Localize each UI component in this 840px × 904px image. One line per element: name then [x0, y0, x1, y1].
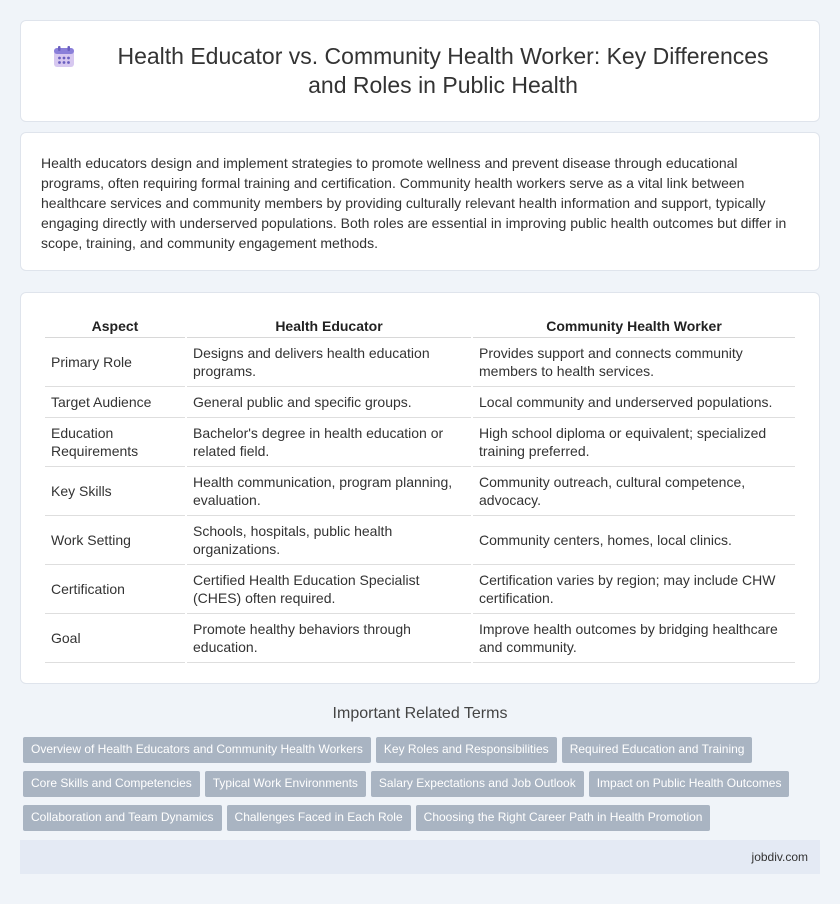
intro-paragraph: Health educators design and implement strategies to promote wellness and prevent disease through educational programs, often requiring formal training and certification. Community health workers serve as a vital link between healthcare services and community members by providing culturally relevant health information and support, typically engaging directly with underserved populations. Both roles are essential in improving public health outcomes but differ in scope, training, and community engagement methods. — [41, 155, 787, 251]
table-row — [45, 387, 795, 418]
related-term-tag[interactable]: Key Roles and Responsibilities — [376, 737, 557, 763]
table-cell-health-educator: General public and specific groups. — [187, 387, 471, 418]
calendar-icon — [51, 44, 77, 70]
related-term-tag[interactable]: Impact on Public Health Outcomes — [589, 771, 790, 797]
table-cell-community-health-worker: Improve health outcomes by bridging healthcare and community. — [473, 614, 795, 663]
intro-card — [20, 132, 820, 271]
related-term-tag[interactable]: Overview of Health Educators and Community Health Workers — [23, 737, 371, 763]
footer — [20, 840, 820, 874]
table-cell-aspect: Primary Role — [45, 338, 185, 387]
table-cell-health-educator: Schools, hospitals, public health organizations. — [187, 516, 471, 565]
table-cell-health-educator: Bachelor's degree in health education or related field. — [187, 418, 471, 467]
related-term-tag[interactable]: Typical Work Environments — [205, 771, 366, 797]
related-terms-title: Important Related Terms — [332, 705, 508, 722]
table-row — [45, 418, 795, 467]
table-cell-aspect: Goal — [45, 614, 185, 663]
related-term-tag[interactable]: Core Skills and Competencies — [23, 771, 200, 797]
table-cell-health-educator: Designs and delivers health education programs. — [187, 338, 471, 387]
table-row — [45, 516, 795, 565]
table-cell-health-educator: Certified Health Education Specialist (CHES) often required. — [187, 565, 471, 614]
page-title: Health Educator vs. Community Health Worker: Key Differences and Roles in Public Health — [117, 43, 769, 98]
table-cell-community-health-worker: Certification varies by region; may include CHW certification. — [473, 565, 795, 614]
related-term-tag[interactable]: Salary Expectations and Job Outlook — [371, 771, 584, 797]
table-header-row — [45, 315, 795, 338]
table-cell-aspect: Key Skills — [45, 467, 185, 516]
table-cell-aspect: Certification — [45, 565, 185, 614]
title-wrap — [21, 21, 819, 121]
related-term-tag[interactable]: Required Education and Training — [562, 737, 753, 763]
table-row — [45, 614, 795, 663]
table-cell-health-educator: Promote healthy behaviors through education. — [187, 614, 471, 663]
column-header-health-educator: Health Educator — [187, 315, 471, 338]
table-row — [45, 565, 795, 614]
column-header-aspect: Aspect — [45, 315, 185, 338]
table-cell-aspect: Work Setting — [45, 516, 185, 565]
comparison-table-card — [20, 292, 820, 684]
table-cell-community-health-worker: Provides support and connects community members to health services. — [473, 338, 795, 387]
table-cell-community-health-worker: Community centers, homes, local clinics. — [473, 516, 795, 565]
table-cell-aspect: Education Requirements — [45, 418, 185, 467]
related-term-tag[interactable]: Collaboration and Team Dynamics — [23, 805, 222, 831]
related-terms-tags — [23, 737, 823, 839]
comparison-table — [43, 315, 797, 663]
table-cell-aspect: Target Audience — [45, 387, 185, 418]
title-card — [20, 20, 820, 122]
table-cell-health-educator: Health communication, program planning, evaluation. — [187, 467, 471, 516]
table-cell-community-health-worker: High school diploma or equivalent; specialized training preferred. — [473, 418, 795, 467]
related-term-tag[interactable]: Choosing the Right Career Path in Health Promotion — [416, 805, 711, 831]
table-cell-community-health-worker: Local community and underserved populations. — [473, 387, 795, 418]
related-term-tag[interactable]: Challenges Faced in Each Role — [227, 805, 411, 831]
table-cell-community-health-worker: Community outreach, cultural competence, advocacy. — [473, 467, 795, 516]
table-row — [45, 338, 795, 387]
footer-site-link[interactable]: jobdiv.com — [751, 850, 808, 864]
table-row — [45, 467, 795, 516]
column-header-community-health-worker: Community Health Worker — [473, 315, 795, 338]
